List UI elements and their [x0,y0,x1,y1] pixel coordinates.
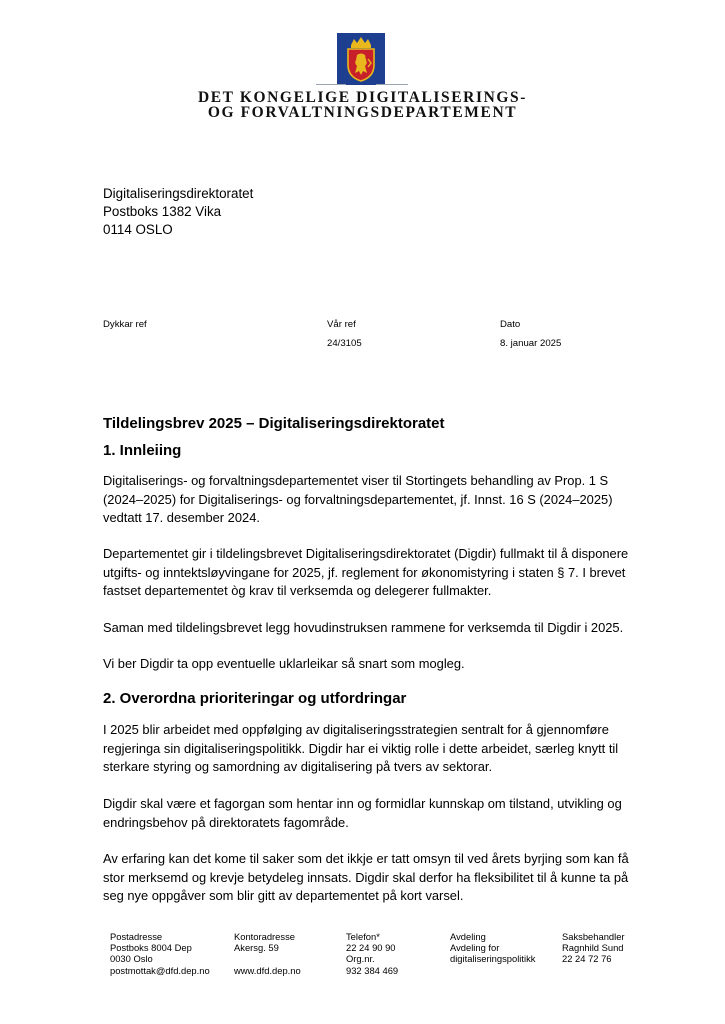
date-value: 8. januar 2025 [500,338,562,349]
our-ref-value: 24/3105 [327,338,362,349]
footer-website: www.dfd.dep.no [234,964,301,976]
section-2-paragraph-2: Digdir skal være et fagorgan som hentar inn og formidlar kunnskap om tilstand, utvikling og endringsbehov på direktoratets fagområde. [103,796,622,830]
footer-case-officer: Saksbehandler Ragnhild Sund 22 24 72 76 [562,931,625,965]
your-ref-label: Dykkar ref [103,319,147,330]
document-title: Tildelingsbrev 2025 – Digitaliseringsdirektoratet [103,415,445,432]
section-1-paragraph-1: Digitaliserings- og forvaltningsdepartementet viser til Stortingets behandling av Prop. 1 S (2024–2025) for Digitaliserings- og forvaltningsdepartementet, jf. Innst. 16 S (2024–2025) vedtatt 17. desember 2024. [103,473,613,526]
coat-of-arms-logo [337,33,385,85]
footer-office-address: Kontoradresse Akersg. 59 www.dfd.dep.no [234,931,301,976]
footer-postal-address: Postadresse Postboks 8004 Dep 0030 Oslo postmottak@dfd.dep.no [110,931,210,976]
header-rule-left [316,84,346,85]
section-2-heading: 2. Overordna prioriteringar og utfordringar [103,690,407,707]
department-name-line-2: OG FORVALTNINGSDEPARTEMENT [207,104,518,121]
recipient-postbox: Postboks 1382 Vika [103,204,222,219]
section-1-paragraph-3: Saman med tildelingsbrevet legg hovudinstruksen rammene for verksemda til Digdir i 2025. [103,620,624,635]
footer-email: postmottak@dfd.dep.no [110,964,210,976]
our-ref-label: Vår ref [327,319,356,330]
footer-department-unit: Avdeling Avdeling for digitaliseringspolitikk [450,931,536,965]
section-1-paragraph-2: Departementet gir i tildelingsbrevet Digitaliseringsdirektoratet (Digdir) fullmakt til å disponere utgifts- og inntektsløyvingane for 2025, jf. reglement for økonomistyring i staten § 7. I brevet fastset departementet òg krav til verksemda og delegerer fullmakter. [103,546,629,599]
section-2-paragraph-3: Av erfaring kan det kome til saker som det ikkje er tatt omsyn til ved årets byrjing som kan få stor merksemd og krevje betydeleg innsats. Digdir skal derfor ha fleksibilitet til å kunne ta på seg nye oppgåver som blir gitt av departementet på kort varsel. [103,851,629,904]
recipient-name: Digitaliseringsdirektoratet [103,186,254,201]
recipient-address [103,185,253,239]
footer-phone-orgnr: Telefon* 22 24 90 90 Org.nr. 932 384 469 [346,931,399,976]
section-1-heading: 1. Innleiing [103,442,182,459]
recipient-city: 0114 OSLO [103,222,173,237]
date-label: Dato [500,319,521,330]
header-rule-right [376,84,408,85]
section-2-paragraph-1: I 2025 blir arbeidet med oppfølging av digitaliseringsstrategien sentralt for å gjennomføre regjeringa sin digitaliseringspolitikk. Digdir har ei viktig rolle i dette arbeidet, særleg knytt til sterkare styring og samordning av digitalisering på tvers av sektorar. [103,722,619,775]
department-name-line-1: DET KONGELIGE DIGITALISERINGS- [197,89,528,106]
section-1-paragraph-4: Vi ber Digdir ta opp eventuelle uklarleikar så snart som mogleg. [103,656,465,671]
